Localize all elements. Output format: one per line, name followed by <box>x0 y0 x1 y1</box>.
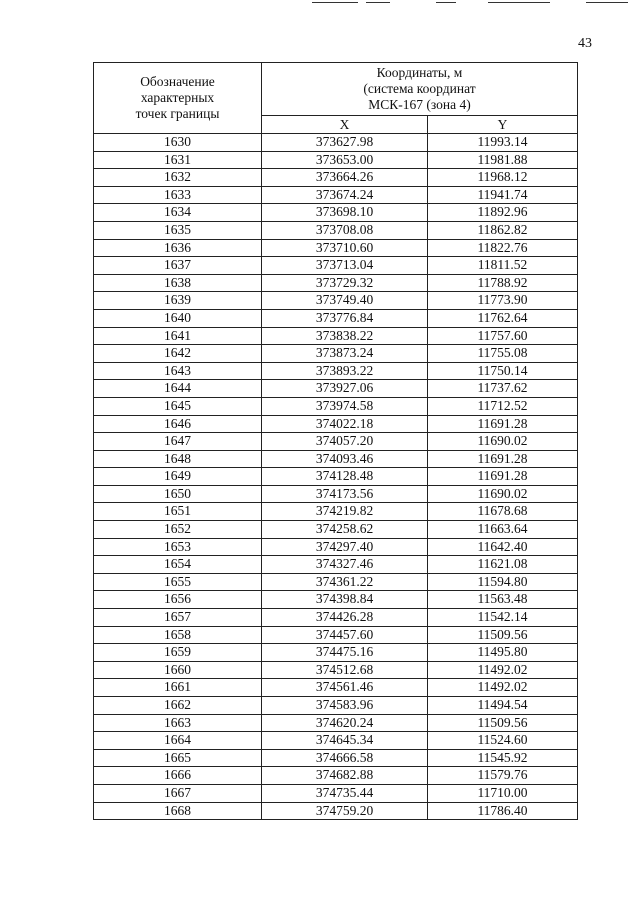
x-cell: 374327.46 <box>262 556 428 574</box>
table-row <box>94 450 578 468</box>
point-id-cell: 1668 <box>94 802 262 820</box>
top-rule <box>436 2 456 3</box>
table-row <box>94 644 578 662</box>
y-cell: 11545.92 <box>428 749 578 767</box>
x-cell: 373927.06 <box>262 380 428 398</box>
y-cell: 11690.02 <box>428 433 578 451</box>
x-cell: 373713.04 <box>262 257 428 275</box>
point-id-cell: 1632 <box>94 169 262 187</box>
table-row <box>94 732 578 750</box>
y-cell: 11822.76 <box>428 239 578 257</box>
header-coords-label: Координаты, м (система координат МСК-167 (зона 4) <box>262 63 578 116</box>
y-cell: 11968.12 <box>428 169 578 187</box>
y-cell: 11691.28 <box>428 468 578 486</box>
y-cell: 11509.56 <box>428 714 578 732</box>
point-id-cell: 1638 <box>94 274 262 292</box>
point-id-cell: 1631 <box>94 151 262 169</box>
top-rule <box>312 2 358 3</box>
page-number: 43 <box>578 36 592 51</box>
point-id-cell: 1633 <box>94 186 262 204</box>
top-rule <box>488 2 550 3</box>
x-cell: 374093.46 <box>262 450 428 468</box>
point-id-cell: 1640 <box>94 309 262 327</box>
x-cell: 374620.24 <box>262 714 428 732</box>
x-cell: 374297.40 <box>262 538 428 556</box>
y-cell: 11663.64 <box>428 521 578 539</box>
y-cell: 11750.14 <box>428 362 578 380</box>
table-row <box>94 556 578 574</box>
x-cell: 374426.28 <box>262 609 428 627</box>
x-cell: 374173.56 <box>262 485 428 503</box>
table-row <box>94 626 578 644</box>
point-id-cell: 1657 <box>94 609 262 627</box>
x-cell: 373873.24 <box>262 345 428 363</box>
table-body <box>94 134 578 820</box>
point-id-cell: 1652 <box>94 521 262 539</box>
table-row <box>94 661 578 679</box>
y-cell: 11712.52 <box>428 397 578 415</box>
y-cell: 11542.14 <box>428 609 578 627</box>
point-id-cell: 1656 <box>94 591 262 609</box>
point-id-cell: 1653 <box>94 538 262 556</box>
y-cell: 11981.88 <box>428 151 578 169</box>
y-cell: 11690.02 <box>428 485 578 503</box>
coordinates-table <box>93 62 578 820</box>
x-cell: 373729.32 <box>262 274 428 292</box>
y-cell: 11691.28 <box>428 415 578 433</box>
table-row <box>94 802 578 820</box>
table-row <box>94 485 578 503</box>
x-cell: 373698.10 <box>262 204 428 222</box>
y-cell: 11811.52 <box>428 257 578 275</box>
y-cell: 11892.96 <box>428 204 578 222</box>
table-row <box>94 309 578 327</box>
point-id-cell: 1643 <box>94 362 262 380</box>
table-row <box>94 521 578 539</box>
x-cell: 374645.34 <box>262 732 428 750</box>
header-point-label: Обозначение характерных точек границы <box>94 63 262 134</box>
x-cell: 373653.00 <box>262 151 428 169</box>
y-cell: 11594.80 <box>428 573 578 591</box>
y-cell: 11762.64 <box>428 309 578 327</box>
x-cell: 374561.46 <box>262 679 428 697</box>
table-row <box>94 151 578 169</box>
point-id-cell: 1659 <box>94 644 262 662</box>
table-row <box>94 415 578 433</box>
x-cell: 373838.22 <box>262 327 428 345</box>
y-cell: 11492.02 <box>428 661 578 679</box>
point-id-cell: 1639 <box>94 292 262 310</box>
y-cell: 11993.14 <box>428 134 578 152</box>
point-id-cell: 1630 <box>94 134 262 152</box>
x-cell: 373893.22 <box>262 362 428 380</box>
x-cell: 373708.08 <box>262 221 428 239</box>
table-row <box>94 204 578 222</box>
x-cell: 374583.96 <box>262 697 428 715</box>
point-id-cell: 1660 <box>94 661 262 679</box>
x-cell: 374475.16 <box>262 644 428 662</box>
y-cell: 11710.00 <box>428 784 578 802</box>
x-cell: 374666.58 <box>262 749 428 767</box>
table-row <box>94 538 578 556</box>
y-cell: 11492.02 <box>428 679 578 697</box>
point-id-cell: 1663 <box>94 714 262 732</box>
y-cell: 11642.40 <box>428 538 578 556</box>
y-cell: 11786.40 <box>428 802 578 820</box>
x-cell: 373664.26 <box>262 169 428 187</box>
x-cell: 374057.20 <box>262 433 428 451</box>
y-cell: 11509.56 <box>428 626 578 644</box>
table-row <box>94 714 578 732</box>
x-cell: 373776.84 <box>262 309 428 327</box>
point-id-cell: 1642 <box>94 345 262 363</box>
point-id-cell: 1645 <box>94 397 262 415</box>
table-row <box>94 186 578 204</box>
table-row <box>94 134 578 152</box>
table-row <box>94 468 578 486</box>
point-id-cell: 1646 <box>94 415 262 433</box>
y-cell: 11737.62 <box>428 380 578 398</box>
x-cell: 374219.82 <box>262 503 428 521</box>
y-cell: 11524.60 <box>428 732 578 750</box>
point-id-cell: 1634 <box>94 204 262 222</box>
y-cell: 11494.54 <box>428 697 578 715</box>
table-row <box>94 591 578 609</box>
x-cell: 374735.44 <box>262 784 428 802</box>
table-row <box>94 239 578 257</box>
y-cell: 11862.82 <box>428 221 578 239</box>
x-cell: 373627.98 <box>262 134 428 152</box>
point-id-cell: 1662 <box>94 697 262 715</box>
x-cell: 374682.88 <box>262 767 428 785</box>
point-id-cell: 1650 <box>94 485 262 503</box>
table-row <box>94 292 578 310</box>
table-row <box>94 274 578 292</box>
x-cell: 374759.20 <box>262 802 428 820</box>
table-row <box>94 397 578 415</box>
point-id-cell: 1641 <box>94 327 262 345</box>
x-cell: 374022.18 <box>262 415 428 433</box>
top-rule <box>586 2 628 3</box>
point-id-cell: 1665 <box>94 749 262 767</box>
y-cell: 11691.28 <box>428 450 578 468</box>
y-cell: 11621.08 <box>428 556 578 574</box>
point-id-cell: 1648 <box>94 450 262 468</box>
x-cell: 373749.40 <box>262 292 428 310</box>
x-cell: 373974.58 <box>262 397 428 415</box>
y-cell: 11757.60 <box>428 327 578 345</box>
point-id-cell: 1667 <box>94 784 262 802</box>
x-cell: 374512.68 <box>262 661 428 679</box>
point-id-cell: 1647 <box>94 433 262 451</box>
table-row <box>94 327 578 345</box>
point-id-cell: 1654 <box>94 556 262 574</box>
header-y: Y <box>428 116 578 134</box>
table-row <box>94 221 578 239</box>
x-cell: 374258.62 <box>262 521 428 539</box>
table-row <box>94 609 578 627</box>
x-cell: 373674.24 <box>262 186 428 204</box>
y-cell: 11788.92 <box>428 274 578 292</box>
table-row <box>94 433 578 451</box>
point-id-cell: 1644 <box>94 380 262 398</box>
y-cell: 11678.68 <box>428 503 578 521</box>
table-row <box>94 749 578 767</box>
table-row <box>94 573 578 591</box>
point-id-cell: 1666 <box>94 767 262 785</box>
table-row <box>94 380 578 398</box>
table-row <box>94 767 578 785</box>
y-cell: 11941.74 <box>428 186 578 204</box>
point-id-cell: 1637 <box>94 257 262 275</box>
x-cell: 374361.22 <box>262 573 428 591</box>
top-rule <box>366 2 390 3</box>
y-cell: 11563.48 <box>428 591 578 609</box>
point-id-cell: 1649 <box>94 468 262 486</box>
point-id-cell: 1655 <box>94 573 262 591</box>
point-id-cell: 1661 <box>94 679 262 697</box>
table-row <box>94 503 578 521</box>
header-x: X <box>262 116 428 134</box>
y-cell: 11495.80 <box>428 644 578 662</box>
point-id-cell: 1636 <box>94 239 262 257</box>
y-cell: 11755.08 <box>428 345 578 363</box>
y-cell: 11579.76 <box>428 767 578 785</box>
x-cell: 374128.48 <box>262 468 428 486</box>
point-id-cell: 1664 <box>94 732 262 750</box>
table-row <box>94 784 578 802</box>
x-cell: 374398.84 <box>262 591 428 609</box>
x-cell: 374457.60 <box>262 626 428 644</box>
x-cell: 373710.60 <box>262 239 428 257</box>
point-id-cell: 1635 <box>94 221 262 239</box>
table-header <box>94 63 578 134</box>
table-row <box>94 697 578 715</box>
table-row <box>94 345 578 363</box>
table-row <box>94 257 578 275</box>
y-cell: 11773.90 <box>428 292 578 310</box>
table-row <box>94 679 578 697</box>
table-row <box>94 362 578 380</box>
point-id-cell: 1651 <box>94 503 262 521</box>
point-id-cell: 1658 <box>94 626 262 644</box>
table-row <box>94 169 578 187</box>
